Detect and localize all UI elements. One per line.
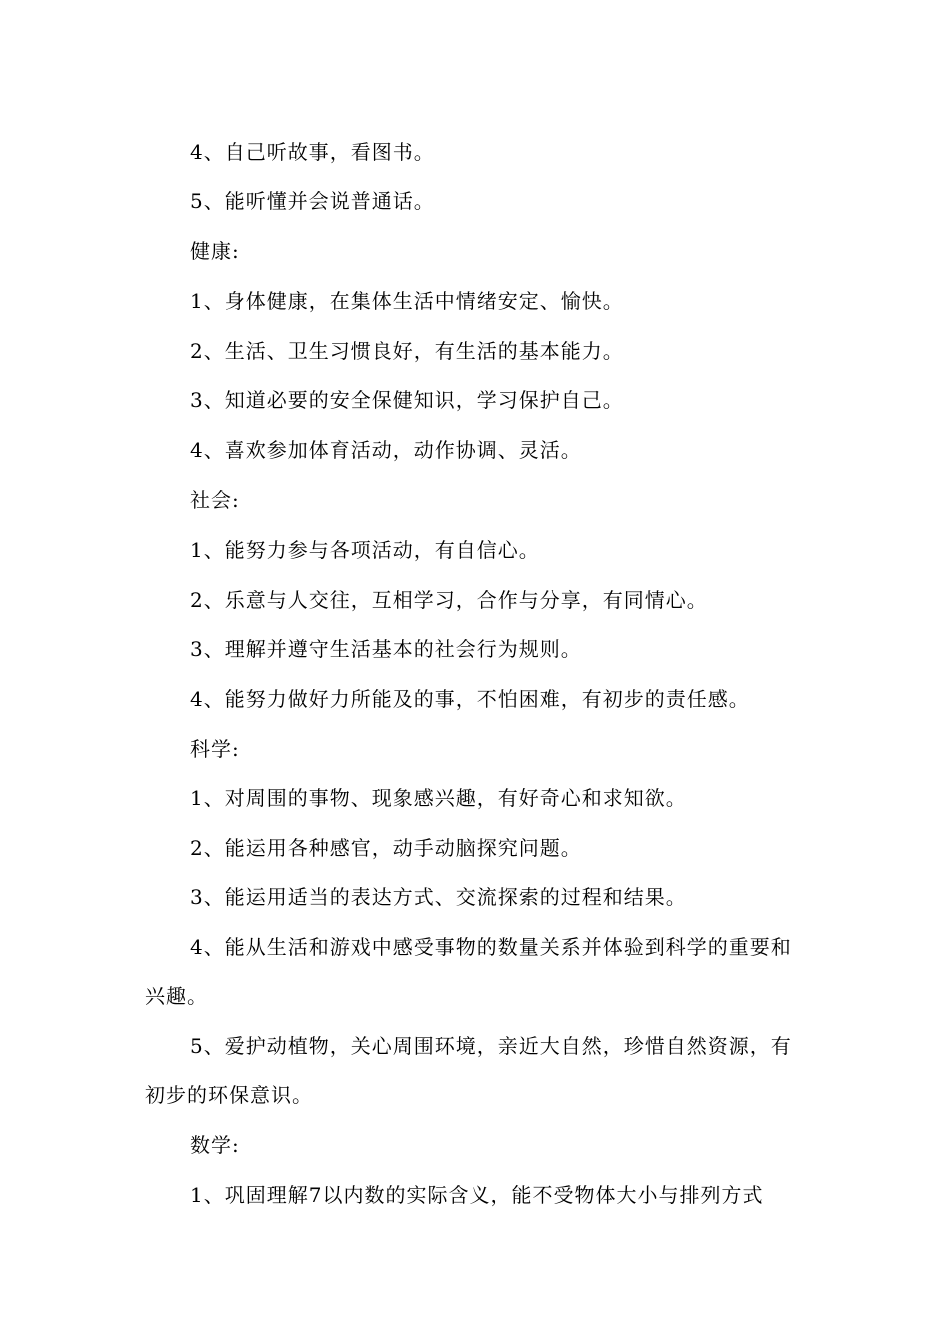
- section-heading-health: 健康:: [190, 239, 240, 263]
- paragraph-health-3: 3、知道必要的安全保健知识，学习保护自己。: [190, 388, 624, 412]
- paragraph-science-3: 3、能运用适当的表达方式、交流探索的过程和结果。: [190, 885, 687, 909]
- paragraph-science-5: 5、爱护动植物，关心周围环境，亲近大自然，珍惜自然资源，有初步的环保意识。: [145, 1034, 792, 1107]
- section-heading-math: 数学:: [190, 1133, 240, 1157]
- paragraph-health-2: 2、生活、卫生习惯良好，有生活的基本能力。: [190, 339, 624, 363]
- paragraph-language-4: 4、自己听故事，看图书。: [190, 140, 435, 164]
- paragraph-math-1: 1、巩固理解7以内数的实际含义，能不受物体大小与排列方式: [190, 1183, 764, 1207]
- paragraph-health-4: 4、喜欢参加体育活动，动作协调、灵活。: [190, 438, 582, 462]
- paragraph-science-2: 2、能运用各种感官，动手动脑探究问题。: [190, 836, 582, 860]
- paragraph-society-4: 4、能努力做好力所能及的事，不怕困难，有初步的责任感。: [190, 687, 750, 711]
- paragraph-language-5: 5、能听懂并会说普通话。: [190, 189, 435, 213]
- paragraph-science-4: 4、能从生活和游戏中感受事物的数量关系并体验到科学的重要和兴趣。: [145, 935, 792, 1008]
- paragraph-society-2: 2、乐意与人交往，互相学习，合作与分享，有同情心。: [190, 588, 708, 612]
- paragraph-health-1: 1、身体健康，在集体生活中情绪安定、愉快。: [190, 289, 624, 313]
- paragraph-society-3: 3、理解并遵守生活基本的社会行为规则。: [190, 637, 582, 661]
- paragraph-society-1: 1、能努力参与各项活动，有自信心。: [190, 538, 540, 562]
- section-heading-science: 科学:: [190, 737, 240, 761]
- section-heading-society: 社会:: [190, 488, 240, 512]
- paragraph-science-1: 1、对周围的事物、现象感兴趣，有好奇心和求知欲。: [190, 786, 687, 810]
